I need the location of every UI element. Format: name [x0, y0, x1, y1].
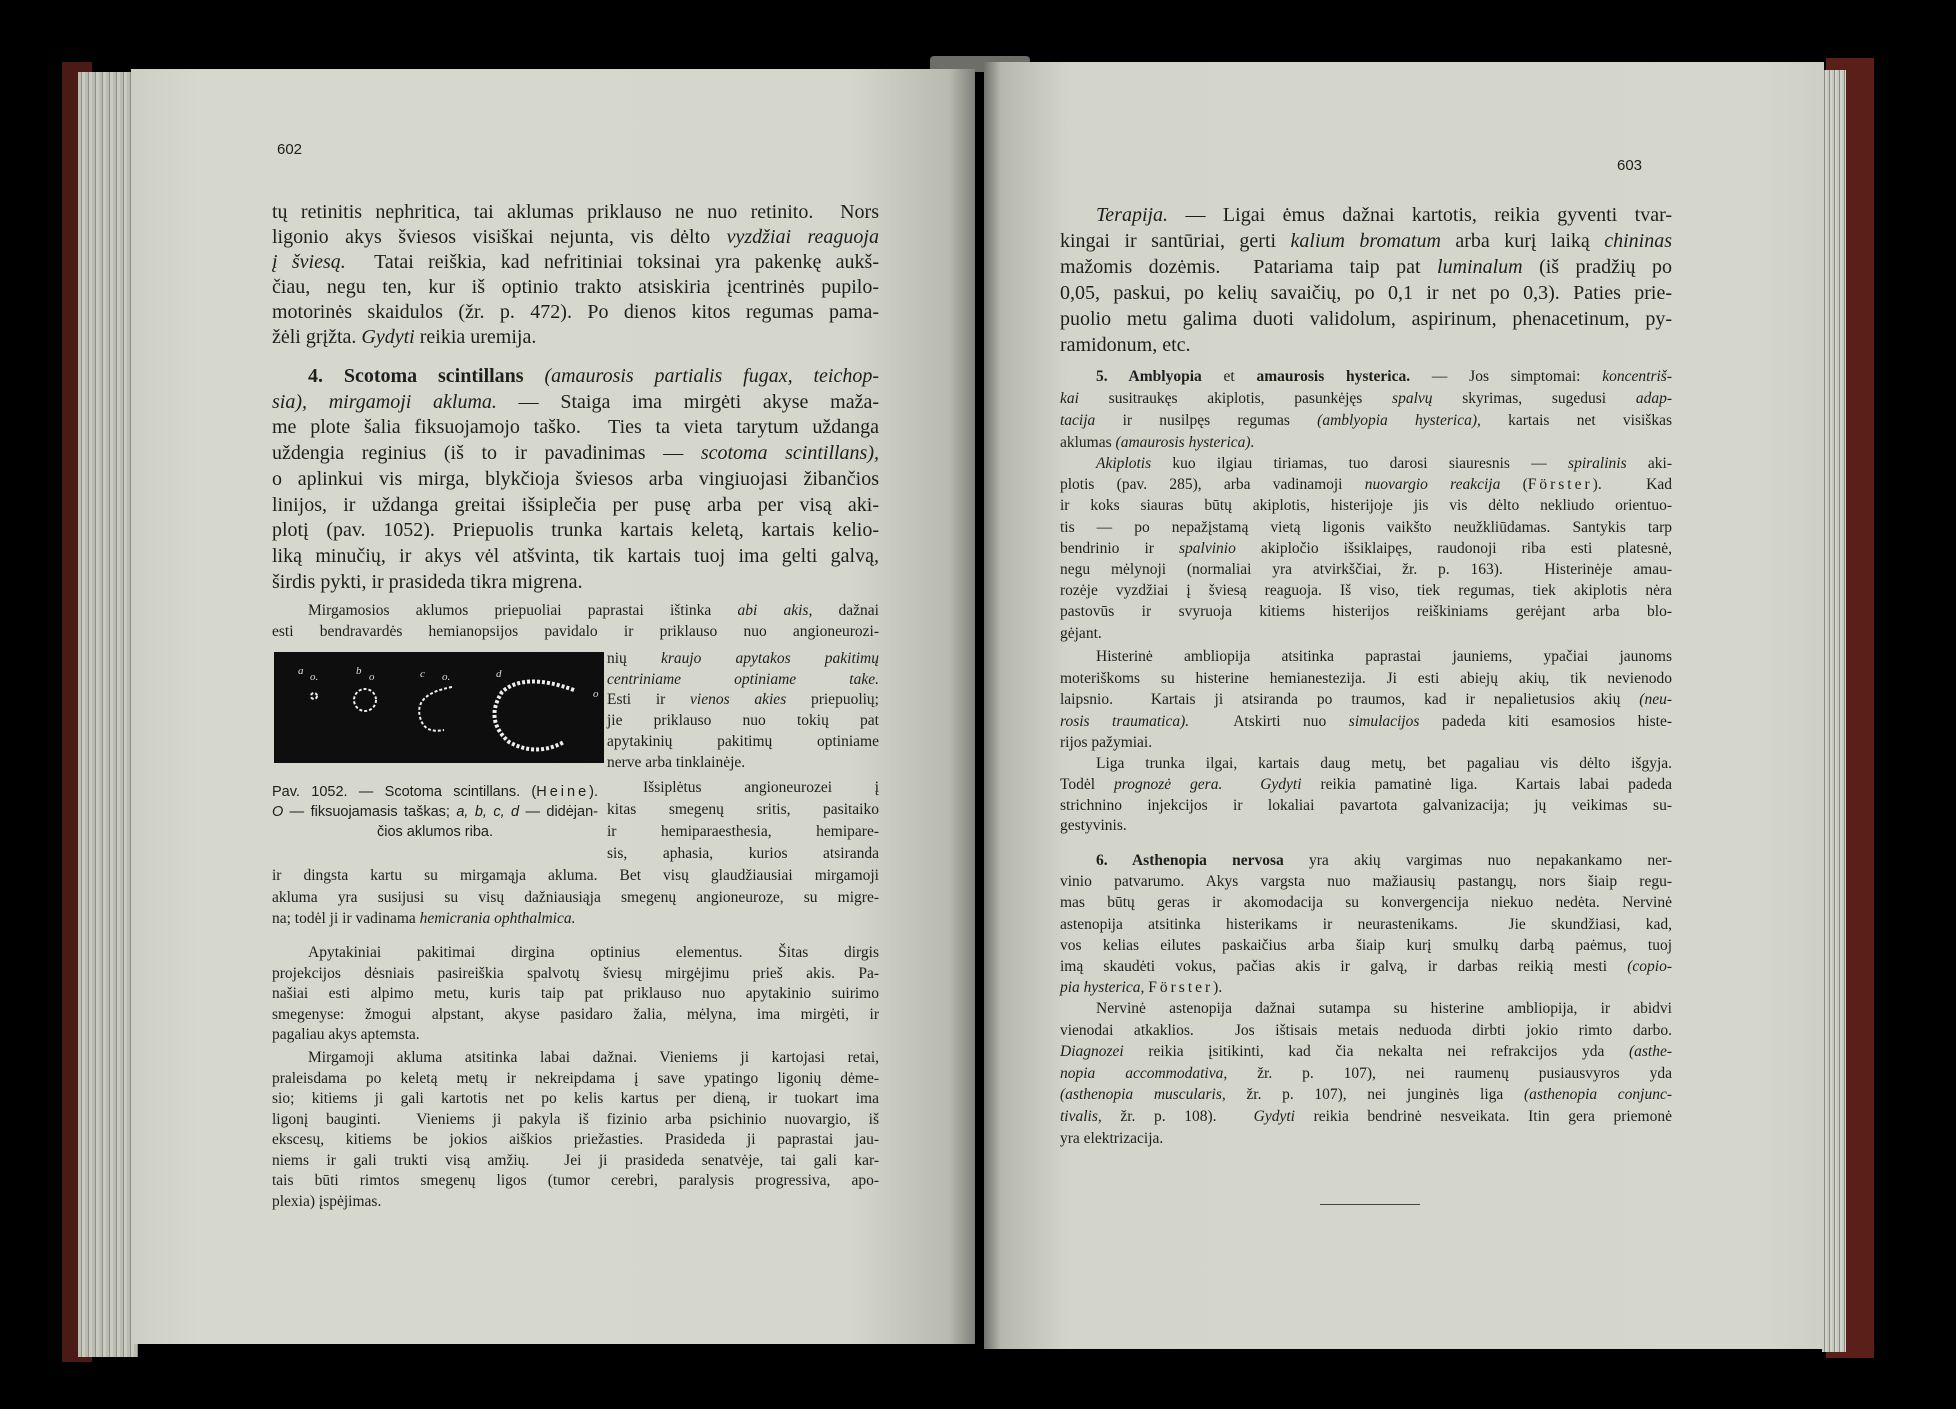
italic-text: a, b, c, d: [456, 804, 520, 820]
body-text: reikia pamatinė liga. Kartais labai padeda: [1301, 775, 1673, 793]
text-line: [1060, 668, 1672, 690]
text-line: [1060, 1041, 1672, 1063]
bold-heading-text: amaurosis hysterica.: [1256, 368, 1411, 385]
body-text: vos kelias eilutes paskaičius arba šiaip kurį smulkų darbą paėmus, tuoj: [1060, 936, 1672, 954]
text-line: [1060, 871, 1672, 892]
body-text: aklumas: [1060, 434, 1116, 451]
text-line: [272, 225, 879, 250]
bold-heading-text: 6. Asthenopia nervosa: [1096, 852, 1284, 869]
body-text: padeda kiti esamosios histe-: [1419, 712, 1673, 730]
text-line: [607, 711, 879, 732]
text-line: [272, 415, 879, 441]
text-line: [272, 570, 879, 596]
text-line: [1060, 850, 1672, 871]
text-line: [607, 821, 879, 843]
text-line: [1060, 474, 1672, 495]
figure-label: o: [593, 688, 599, 700]
body-text: vienodai atkaklios. Jos ištisais metais neduoda dirbti jokio rimto darbo.: [1060, 1021, 1672, 1039]
body-text: laipsnio. Kartais ji atsiranda po traumos, kad ir nepalietusios akių: [1060, 691, 1640, 708]
body-text: Mirgamosios aklumos priepuoliai paprastai ištinka: [308, 602, 738, 619]
text-line: [272, 325, 879, 350]
italic-text: O: [272, 804, 284, 820]
text-line: [1060, 892, 1672, 913]
italic-text: (copio-: [1627, 958, 1672, 976]
body-text: širdis pykti, ir prasideda tikra migrena.: [272, 570, 583, 593]
italic-text: (amblyopia hysterica),: [1317, 412, 1481, 429]
italic-text: kraujo apytakos pakitimų: [660, 650, 879, 667]
body-text: ).: [1213, 979, 1223, 997]
text-line: [607, 753, 879, 774]
body-text: mažomis dozėmis. Patariama taip pat: [1060, 256, 1438, 278]
paragraph: [1060, 850, 1672, 998]
text-line: [1060, 538, 1672, 559]
body-text: reikia įsitikinti, kad čia nekalta nei refrakcijos yda: [1123, 1043, 1629, 1061]
body-text: jie priklauso nuo tokių pat: [607, 712, 879, 730]
italic-text: spalvinio: [1179, 539, 1236, 557]
scotoma-stage-c: [419, 687, 452, 731]
text-line: [272, 1130, 879, 1151]
paragraph: [272, 943, 879, 1046]
body-text: Nervinė astenopija dažnai sutampa su histerine ambliopija, ir abidvi: [1096, 1000, 1672, 1017]
body-text: plotis (pav. 285), arba vadinamoji: [1060, 476, 1365, 494]
italic-text: Akiplotis: [1096, 455, 1152, 472]
italic-text: (amaurosis partialis fugax, teichop-: [544, 365, 879, 387]
body-text: Išsiplėtus angioneurozei į: [643, 779, 879, 796]
body-text: liką minučių, ir akys vėl atšvinta, tik kartais tuoj ima gelti galvą,: [272, 544, 879, 567]
body-text: Mirgamoji akluma atsitinka labai dažnai. Vieniems ji kartojasi retai,: [308, 1049, 879, 1066]
body-text: čios aklumos riba.: [376, 824, 494, 840]
body-text: Esti ir: [607, 691, 691, 709]
body-text: ramidonum, etc.: [1060, 334, 1191, 356]
italic-text: nopia accommodativa,: [1060, 1064, 1228, 1082]
italic-text: vienos akies: [690, 691, 787, 709]
paragraph: [272, 865, 879, 930]
text-line: [1060, 1128, 1672, 1150]
figure-label: o.: [310, 671, 319, 683]
italic-text: chininas: [1604, 230, 1672, 252]
figure-label: c: [420, 668, 425, 680]
body-text: — didėjan-: [519, 804, 598, 820]
body-text: ir nusilpęs regumas: [1095, 412, 1318, 429]
text-line: [1060, 689, 1672, 711]
scotoma-stage-a: [311, 693, 317, 699]
text-line: [1060, 816, 1672, 837]
body-text: arba kurį laiką: [1440, 230, 1605, 252]
text-line: [1060, 580, 1672, 601]
body-text: kingai ir santūriai, gerti: [1060, 230, 1291, 252]
body-text: plexia) įspėjimas.: [272, 1192, 382, 1210]
body-text: me plote šalia fiksuojamojo taško. Ties ta vieta tarytum uždanga: [272, 416, 879, 439]
text-line: [272, 300, 879, 325]
italic-text: spiralinis: [1568, 455, 1627, 472]
body-text: na; todėl ji ir vadinama: [272, 910, 420, 927]
italic-text: nuovargio reakcija: [1364, 476, 1501, 494]
body-text: ). Kad: [1592, 476, 1672, 494]
paragraph: [607, 777, 879, 865]
italic-text: (asthenopia muscularis,: [1060, 1086, 1226, 1104]
body-text: projekcijos dėsniais pasireiškia spalvotų šviesų mirgėjimu prieš akis. Pa-: [272, 964, 879, 982]
text-line: [272, 802, 598, 822]
italic-text: (amaurosis hysterica).: [1115, 434, 1255, 451]
section-end-rule: [1320, 1204, 1420, 1205]
text-line: [272, 782, 598, 802]
body-text: strichnino injekcijos ir lokaliai pavartota galvanizacija; jų veikimas su-: [1060, 796, 1672, 814]
italic-text: prognozė gera.: [1114, 775, 1223, 793]
body-text: tis — po nepažįstamą vietą ligonis vaikšto neužkliūdamas. Santykis tarp: [1060, 518, 1672, 536]
body-text: Todėl: [1060, 775, 1114, 793]
body-text: et: [1201, 368, 1257, 385]
bold-heading-text: 4. Scotoma scintillans: [308, 365, 524, 387]
italic-text: spalvų: [1392, 390, 1433, 407]
body-text: tais būti rimtos smegenų ligos (tumor cerebri, paralysis progressiva, apo-: [272, 1172, 879, 1189]
body-text: ir dingsta kartu su mirgamąja akluma. Bet visų glaudžiausiai mirgamoji: [272, 867, 879, 884]
body-text: ekscesų, kitiems be jokios aiškios priežasties. Prasideda ji paprastai jau-: [272, 1131, 879, 1148]
text-line: [272, 1171, 879, 1192]
body-text: ir koks siauras būtų akiplotis, histerijoje jis vis dėlto nekliudo orientuo-: [1060, 497, 1672, 515]
body-text: reikia uremija.: [414, 326, 537, 348]
italic-text: rosis traumatica).: [1060, 712, 1190, 730]
bold-heading-text: 5. Amblyopia: [1096, 368, 1202, 385]
body-text: tų retinitis nephritica, tai aklumas priklauso ne nuo retinito. Nors: [272, 201, 879, 223]
body-text: rijos pažymiai.: [1060, 734, 1153, 751]
italic-text: Diagnozei: [1060, 1043, 1124, 1061]
body-text: kartais net visiškas: [1480, 412, 1673, 429]
body-text: (iš pradžių po: [1522, 256, 1672, 278]
text-line: [607, 777, 879, 799]
text-line: [1060, 366, 1672, 388]
body-text: plotį (pav. 1052). Priepuolis trunka kartais keletą, kartais kelio-: [272, 519, 879, 542]
paragraph: [1060, 366, 1672, 454]
body-text: gestyvinis.: [1060, 817, 1127, 835]
body-text: imą skaudėti vokus, pačias akis ir galvą, ir darbas reikią mesti: [1060, 958, 1628, 976]
body-text: Tatai reiškia, kad nefritiniai toksinai yra pakenkę aukš-: [345, 251, 879, 273]
text-line: [607, 799, 879, 821]
page-number-left: 602: [277, 141, 303, 158]
body-text: puolio metu galima duoti validolum, aspirinum, phenacetinum, py-: [1060, 308, 1672, 330]
italic-text: į šviesą.: [272, 251, 346, 273]
body-text: Apytakiniai pakitimai dirgina optinius elementus. Šitas dirgis: [308, 944, 879, 961]
italic-text: Gydyti: [1260, 775, 1302, 793]
text-line: [1060, 646, 1672, 668]
text-line: [607, 732, 879, 753]
body-text: yra elektrizacija.: [1060, 1129, 1164, 1147]
body-text: apytakinių pakitimų optiniame: [607, 732, 879, 750]
italic-text: luminalum: [1437, 256, 1523, 278]
body-text: žr. p. 108).: [1101, 1107, 1254, 1125]
italic-text: Gydyti: [361, 326, 415, 348]
body-text: vinio patvarumo. Akys vargsta nuo mažiausių pastangų, nors šiaip regu-: [1060, 873, 1672, 891]
text-line: [272, 390, 879, 416]
body-text: sio; kitiems ji gali kartotis net po kelis kartus per dieną, ir tuokart ima: [272, 1090, 879, 1107]
body-text: pastovūs ir svyruoja kitiems histerijos reiškiniams gerėjant arba blo-: [1060, 603, 1672, 621]
text-line: [1060, 1106, 1672, 1128]
figure-label: a: [298, 665, 304, 677]
body-text: praleisdama po keletą metų ir nekreipdama į save ypatingo ligonių dėme-: [272, 1069, 879, 1087]
body-text: Histerinė ambliopija atsitinka paprastai jauniems, ypačiai jaunoms: [1096, 648, 1672, 665]
paragraph: [1060, 646, 1672, 754]
body-text: moteriškoms su histerine hemianestezija. Ji esti abiejų akių, tik nevienodo: [1060, 669, 1672, 687]
paragraph: [1060, 754, 1672, 837]
text-line: [272, 1192, 879, 1213]
italic-text: koncentriš-: [1602, 368, 1672, 385]
body-text: bendrinio ir: [1060, 539, 1179, 557]
text-line: [272, 822, 598, 842]
text-line: [272, 493, 879, 519]
text-line: [272, 1151, 879, 1172]
text-line: [272, 518, 879, 544]
scotoma-stage-d: [494, 681, 574, 749]
text-line: [272, 1048, 879, 1069]
text-line: [607, 843, 879, 865]
figure-caption: [272, 782, 598, 842]
text-line: [272, 200, 879, 225]
text-line: [272, 964, 879, 985]
body-text: priepuolių;: [786, 691, 879, 709]
paragraph: [272, 600, 879, 642]
italic-text: (neu-: [1639, 691, 1672, 708]
text-line: [272, 600, 879, 621]
body-text: čiau, negu ten, kur iš optinio trakto atsiskiria įcentrinės pupilo-: [272, 276, 879, 298]
italic-text: sia), mirgamoji akluma.: [272, 390, 497, 413]
paragraph: [1060, 998, 1672, 1149]
text-line: [272, 865, 879, 887]
body-text: negu mėlynoji (normaliai yra atvirkščiai, žr. p. 163). Histerinėje amau-: [1060, 561, 1672, 579]
italic-text: vyzdžiai reaguoja: [726, 226, 879, 248]
body-text: žr. p. 107), nei raumenų pusiausvyros yda: [1227, 1064, 1672, 1082]
text-line: [1060, 306, 1672, 332]
text-line: [1060, 796, 1672, 817]
body-text: akluma yra susijusi su visų dažniausiąja smegenų angioneuroze, su migre-: [272, 888, 879, 906]
text-line: [607, 649, 879, 670]
text-line: [1060, 453, 1672, 474]
text-line: [272, 1110, 879, 1131]
body-text: [1222, 776, 1260, 793]
body-text: uždengia reginius (iš to ir pavadinimas —: [272, 442, 701, 465]
body-text: o aplinkui vis mirga, blykčioja šviesos arba vingiuojasi žibančios: [272, 467, 879, 490]
text-line: [1060, 332, 1672, 358]
body-text: rozėje vyzdžiai į šviesą reaguoja. Iš viso, tiek regumas, tiek akiplotis nėra: [1060, 582, 1672, 600]
text-line: [1060, 432, 1672, 454]
body-text: yra akių vargimas nuo nepakankamo ner-: [1283, 852, 1672, 869]
body-text: gėjant.: [1060, 624, 1102, 642]
paragraph: [607, 649, 879, 773]
scotoma-illustration: [274, 652, 604, 763]
text-line: [272, 887, 879, 909]
text-line: [1060, 559, 1672, 580]
body-text: Atskirti nuo: [1189, 712, 1349, 730]
text-line: [272, 984, 879, 1005]
body-text: žėli grįžta.: [272, 326, 362, 348]
italic-text: kai: [1060, 390, 1079, 407]
text-line: [1060, 254, 1672, 280]
body-text: kuo ilgiau tiriamas, tuo darosi siauresnis —: [1151, 455, 1569, 472]
text-line: [1060, 280, 1672, 306]
text-line: [1060, 998, 1672, 1020]
italic-text: Gydyti: [1253, 1107, 1295, 1125]
text-line: [1060, 1063, 1672, 1085]
text-line: [272, 544, 879, 570]
body-text: — Jos simptomai:: [1410, 368, 1603, 385]
text-line: [1060, 601, 1672, 622]
body-text: mas būtų geras ir akomodacija su konvergencija niekuo nedėta. Nervinė: [1060, 894, 1672, 912]
italic-text: simulacijos: [1348, 712, 1420, 730]
body-text: astenopija atsitinka histerikams ir neurastenikams. Jie skundžiasi, kad,: [1060, 915, 1672, 933]
paragraph: [272, 200, 879, 350]
text-line: [272, 943, 879, 964]
body-text: (: [1500, 476, 1528, 494]
body-text: kitas smegenų sritis, pasitaiko: [607, 801, 879, 818]
page-edges-left: [78, 72, 138, 1357]
italic-text: abi akis,: [737, 602, 813, 619]
text-line: [272, 275, 879, 300]
text-line: [1060, 775, 1672, 796]
text-line: [1060, 977, 1672, 998]
text-line: [1060, 495, 1672, 516]
text-line: [1060, 202, 1672, 228]
italic-text: hemicrania ophthalmica.: [419, 910, 576, 927]
body-text: esti bendravardės hemianopsijos pavidalo ir priklauso nuo angioneurozi-: [272, 623, 879, 640]
text-line: [272, 1089, 879, 1110]
body-text: smegenyse: žmogui alpstant, akyse pasidaro žalia, mėlyna, ima mirgėti, ir: [272, 1005, 879, 1023]
text-line: [272, 364, 879, 390]
body-text: aki-: [1626, 455, 1672, 472]
body-text: [524, 365, 545, 387]
spaced-name-text: Heine: [536, 784, 590, 800]
body-text: nių: [607, 650, 661, 667]
body-text: ligonį bauginti. Vieniems ji pakyla iš fizinio arba psichinio nuovargio, iš: [272, 1110, 879, 1128]
body-text: motorinės skaidulos (žr. p. 472). Po dienos kitos regumas pama-: [272, 301, 879, 323]
text-line: [1060, 935, 1672, 956]
body-text: reikia bendrinė nesveikata. Itin gera priemonė: [1294, 1107, 1672, 1125]
text-line: [272, 621, 879, 642]
figure-label: b: [356, 665, 362, 677]
body-text: Liga trunka ilgai, kartais daug metų, bet pagaliau vis dėlto išgyja.: [1096, 755, 1672, 772]
body-text: linijos, ir uždanga greitai išsiplečia per pusę arba per visą aki-: [272, 493, 879, 516]
body-text: skyrimas, sugedusi: [1432, 390, 1636, 407]
text-line: [272, 467, 879, 493]
spaced-name-text: Förster: [1527, 476, 1593, 494]
text-line: [272, 1025, 879, 1046]
text-line: [1060, 732, 1672, 754]
body-text: akipločio išsiklaipęs, raudonoji riba esti platesnė,: [1235, 539, 1673, 557]
italic-text: kalium bromatum: [1290, 230, 1441, 252]
figure-label: o: [369, 671, 375, 683]
text-line: [1060, 517, 1672, 538]
body-text: — Staiga ima mirgėti akyse maža-: [496, 390, 879, 413]
italic-text: Terapija.: [1096, 204, 1169, 226]
italic-text: (asthenopia conjunc-: [1523, 1086, 1672, 1104]
body-text: susitraukęs akiplotis, pasunkėjęs: [1078, 390, 1393, 407]
page-number-right: 603: [1617, 157, 1643, 174]
italic-text: tivalis,: [1060, 1107, 1102, 1125]
text-line: [1060, 388, 1672, 410]
italic-text: (asthe-: [1628, 1043, 1672, 1061]
body-text: pagaliau akys aptemsta.: [272, 1026, 420, 1043]
body-text: žr. p. 107), nei junginės liga: [1225, 1086, 1524, 1104]
body-text: ir hemiparaesthesia, hemipare-: [607, 823, 879, 840]
text-line: [1060, 754, 1672, 775]
paragraph: [272, 364, 879, 595]
text-line: [1060, 711, 1672, 733]
body-text: — Ligai ėmus dažnai kartotis, reikia gyventi tvar-: [1168, 204, 1672, 226]
page-edges-right: [1822, 70, 1846, 1352]
body-text: sis, aphasia, kurios atsiranda: [607, 845, 879, 862]
paragraph: [1060, 202, 1672, 358]
paragraph: [1060, 453, 1672, 644]
text-line: [1060, 228, 1672, 254]
italic-text: scotoma scintillans),: [700, 442, 879, 465]
body-text: niems ir gali trukti visą amžių. Jei ji prasideda senatvėje, tai gali kar-: [272, 1151, 879, 1169]
italic-text: adap-: [1635, 390, 1672, 407]
figure-scotoma-scintillans: [274, 652, 604, 763]
body-text: Pav. 1052. — Scotoma scintillans. (: [272, 784, 537, 800]
scotoma-stage-b: [354, 689, 376, 711]
body-text: ).: [589, 784, 598, 800]
spaced-name-text: Förster: [1148, 979, 1214, 997]
text-line: [1060, 410, 1672, 432]
italic-text: tacija: [1060, 412, 1096, 429]
text-line: [1060, 1084, 1672, 1106]
body-text: ligonio akys šviesos visiškai nejunta, vis dėlto: [272, 226, 727, 248]
text-line: [1060, 1020, 1672, 1042]
text-line: [272, 441, 879, 467]
text-line: [1060, 956, 1672, 977]
italic-text: pia hysterica,: [1060, 979, 1145, 997]
italic-text: centriniame optiniame take.: [607, 670, 879, 688]
figure-label: o.: [442, 671, 451, 683]
body-text: nerve arba tinklainėje.: [607, 753, 746, 771]
body-text: dažnai: [812, 602, 879, 619]
body-text: — fiksuojamasis taškas;: [283, 804, 457, 820]
text-line: [607, 690, 879, 711]
paragraph: [272, 1048, 879, 1212]
text-line: [607, 670, 879, 691]
figure-label: d: [496, 668, 502, 680]
text-line: [272, 908, 879, 930]
text-line: [1060, 623, 1672, 644]
text-line: [272, 1069, 879, 1090]
body-text: 0,05, paskui, po kelių savaičių, po 0,1 ir net po 0,3). Paties prie-: [1060, 282, 1672, 304]
text-line: [272, 250, 879, 275]
body-text: našiai esti alpimo metu, kuris taip pat priklauso nuo apytakinio suirimo: [272, 985, 879, 1002]
text-line: [272, 1005, 879, 1026]
text-line: [1060, 914, 1672, 935]
